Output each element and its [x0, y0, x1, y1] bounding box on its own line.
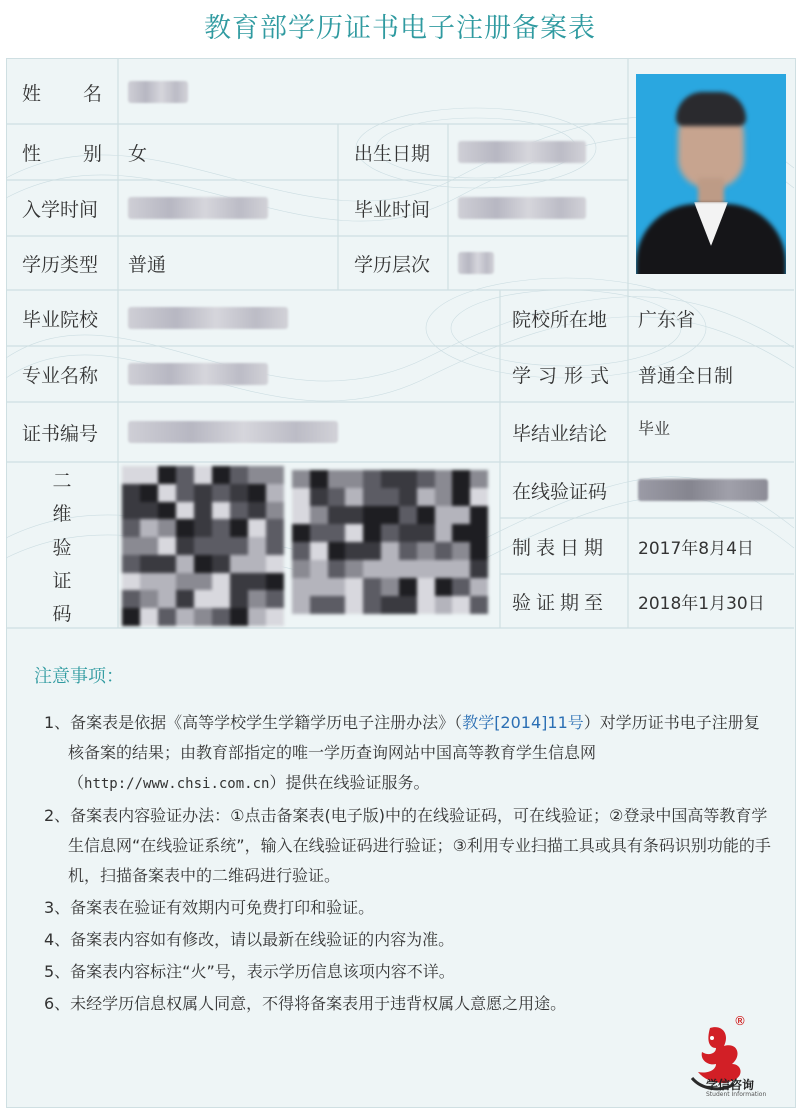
qr-pixel: [452, 560, 470, 578]
redacted-name: [128, 81, 188, 103]
qr-pixel: [158, 484, 176, 502]
qr-pixel: [417, 506, 435, 524]
qr-pixel: [248, 590, 266, 608]
label-gender-char2: 别: [82, 142, 102, 165]
qr-pixel: [345, 542, 363, 560]
qr-pixel: [158, 502, 176, 520]
qr-pixel: [230, 466, 248, 484]
label-major: 专业名称: [22, 364, 99, 387]
qr-pixel: [122, 590, 140, 608]
qr-pixel: [310, 578, 328, 596]
notice-link-regulation[interactable]: 教学[2014]11号: [462, 713, 584, 732]
label-gender-char1: 性: [22, 142, 42, 165]
qr-pixel: [158, 573, 176, 591]
qr-pixel: [363, 470, 381, 488]
label-edu-type: 学历类型: [22, 253, 99, 276]
qr-pixel: [122, 519, 140, 537]
portrait-photo: [636, 74, 786, 274]
qr-pixel: [292, 596, 310, 614]
qr-pixel: [435, 506, 453, 524]
qr-pixel: [140, 484, 158, 502]
qr-pixel: [399, 578, 417, 596]
qr-code-2[interactable]: [292, 470, 488, 614]
qr-pixel: [363, 560, 381, 578]
qr-pixel: [435, 578, 453, 596]
qr-pixel: [470, 578, 488, 596]
qr-pixel: [230, 519, 248, 537]
label-qr-char2: 维: [52, 503, 72, 526]
qr-pixel: [248, 537, 266, 555]
qr-pixel: [399, 506, 417, 524]
qr-pixel: [345, 506, 363, 524]
page-title: 教育部学历证书电子注册备案表: [204, 13, 596, 44]
qr-pixel: [470, 524, 488, 542]
qr-pixel: [435, 560, 453, 578]
label-edu-level: 学历层次: [354, 253, 431, 276]
label-qr: [6, 466, 118, 626]
redacted-major: [128, 363, 268, 385]
qr-pixel: [230, 555, 248, 573]
qr-pixel: [212, 555, 230, 573]
value-study-form: 普通全日制: [638, 364, 734, 387]
xuexin-logo: [672, 1014, 780, 1100]
value-enroll: [118, 180, 338, 236]
qr-pixel: [345, 524, 363, 542]
qr-pixel: [435, 596, 453, 614]
qr-pixel: [452, 542, 470, 560]
qr-pixel: [381, 470, 399, 488]
logo-name: 学信咨询: [706, 1078, 755, 1092]
label-enroll: 入学时间: [22, 198, 99, 221]
qr-pixel: [230, 484, 248, 502]
qr-pixel: [417, 524, 435, 542]
qr-pixel: [248, 573, 266, 591]
qr-pixel: [230, 573, 248, 591]
qr-pixel: [140, 608, 158, 626]
qr-pixel: [292, 524, 310, 542]
qr-pixel: [417, 560, 435, 578]
qr-pixel: [158, 519, 176, 537]
notice-item-5: 5、备案表内容标注“火”号，表示学历信息该项内容不详。: [44, 962, 455, 981]
value-name: [118, 60, 628, 124]
qr-pixel: [292, 578, 310, 596]
label-cert-no: 证书编号: [22, 422, 99, 445]
qr-pixel: [435, 542, 453, 560]
qr-pixel: [248, 519, 266, 537]
qr-pixel: [176, 484, 194, 502]
qr-pixel: [435, 470, 453, 488]
qr-pixel: [381, 596, 399, 614]
qr-pixel: [452, 596, 470, 614]
qr-pixel: [140, 466, 158, 484]
qr-pixel: [230, 590, 248, 608]
qr-pixel: [176, 608, 194, 626]
qr-pixel: [363, 596, 381, 614]
notice-item-1-text: 1、备案表是依据《高等学校学生学籍学历电子注册办法》（: [44, 713, 463, 732]
qr-pixel: [266, 555, 284, 573]
qr-pixel: [122, 484, 140, 502]
qr-pixel: [399, 542, 417, 560]
qr-pixel: [399, 524, 417, 542]
redacted-school: [128, 307, 288, 329]
qr-pixel: [470, 488, 488, 506]
qr-pixel: [345, 596, 363, 614]
value-major: [118, 346, 500, 402]
qr-pixel: [176, 466, 194, 484]
qr-pixel: [292, 470, 310, 488]
qr-pixel: [310, 596, 328, 614]
qr-pixel: [328, 578, 346, 596]
qr-pixel: [194, 573, 212, 591]
label-conclusion: 毕结业结论: [512, 422, 608, 445]
qr-pixel: [194, 537, 212, 555]
qr-pixel: [266, 502, 284, 520]
notice-item-1-mid: ）对学历证书电子注册复核备案的结果；由教育部指定的唯一学历查询网站中国高等教育学生信息网（: [68, 713, 760, 792]
qr-pixel: [122, 537, 140, 555]
qr-pixel: [381, 560, 399, 578]
value-gender: 女: [128, 142, 148, 165]
notice-item-6: 6、未经学历信息权属人同意，不得将备案表用于违背权属人意愿之用途。: [44, 994, 567, 1013]
redacted-dob: [458, 141, 586, 163]
value-conclusion: 毕业: [638, 419, 671, 438]
qr-pixel: [266, 573, 284, 591]
qr-pixel: [363, 506, 381, 524]
label-gender: [6, 124, 118, 180]
qr-pixel: [452, 578, 470, 596]
qr-pixel: [381, 488, 399, 506]
qr-pixel: [381, 578, 399, 596]
qr-pixel: [122, 555, 140, 573]
qr-pixel: [212, 608, 230, 626]
qr-pixel: [176, 573, 194, 591]
label-location: 院校所在地: [512, 308, 608, 331]
qr-pixel: [230, 537, 248, 555]
value-edu-type: 普通: [128, 253, 167, 276]
qr-pixel: [176, 502, 194, 520]
qr-pixel: [248, 608, 266, 626]
registered-mark: ®: [734, 1014, 746, 1028]
notice-item-4: 4、备案表内容如有修改，请以最新在线验证的内容为准。: [44, 930, 455, 949]
qr-pixel: [310, 560, 328, 578]
qr-pixel: [266, 519, 284, 537]
notice-link-chsi[interactable]: http://www.chsi.com.cn: [84, 776, 270, 792]
qr-pixel: [194, 484, 212, 502]
qr-pixel: [140, 573, 158, 591]
qr-pixel: [292, 560, 310, 578]
value-made-date: 2017年8月4日: [638, 538, 754, 559]
qr-pixel: [248, 466, 266, 484]
qr-pixel: [417, 470, 435, 488]
value-cert-no: [118, 402, 500, 462]
qr-pixel: [310, 524, 328, 542]
label-school: 毕业院校: [22, 308, 99, 331]
qr-pixel: [248, 502, 266, 520]
qr-pixel: [470, 596, 488, 614]
qr-pixel: [417, 596, 435, 614]
qr-pixel: [212, 590, 230, 608]
qr-pixel: [435, 524, 453, 542]
qr-pixel: [248, 484, 266, 502]
qr-pixel: [176, 537, 194, 555]
notice-item-1: [44, 708, 774, 799]
qr-pixel: [292, 542, 310, 560]
qr-pixel: [417, 578, 435, 596]
label-qr-char4: 证: [52, 569, 72, 592]
logo-subtitle: Student Information: [706, 1091, 767, 1098]
qr-pixel: [292, 488, 310, 506]
qr-pixel: [158, 608, 176, 626]
value-graduate: [448, 180, 628, 236]
qr-pixel: [158, 537, 176, 555]
qr-pixel: [345, 578, 363, 596]
label-valid-until: 验证期至: [512, 591, 609, 614]
qr-pixel: [122, 608, 140, 626]
qr-pixel: [140, 537, 158, 555]
label-made-date: 制表日期: [512, 536, 609, 559]
qr-pixel: [399, 596, 417, 614]
value-school: [118, 290, 500, 346]
label-verify-code: 在线验证码: [512, 480, 608, 503]
qr-pixel: [452, 470, 470, 488]
value-location: 广东省: [638, 308, 696, 331]
notice-title: 注意事项：: [34, 666, 124, 687]
qr-pixel: [470, 560, 488, 578]
qr-pixel: [176, 590, 194, 608]
label-qr-char3: 验: [52, 536, 72, 559]
qr-pixel: [122, 502, 140, 520]
qr-pixel: [212, 537, 230, 555]
label-qr-char5: 码: [52, 603, 72, 625]
qr-pixel: [417, 542, 435, 560]
notice-item-1-end: ）提供在线验证服务。: [269, 773, 430, 792]
redacted-enroll: [128, 197, 268, 219]
qr-pixel: [140, 502, 158, 520]
redacted-cert-no: [128, 421, 338, 443]
qr-pixel: [381, 542, 399, 560]
qr-pixel: [212, 484, 230, 502]
label-name: [6, 60, 118, 124]
qr-pixel: [310, 488, 328, 506]
label-name-char1: 姓: [22, 82, 42, 105]
qr-pixel: [194, 555, 212, 573]
notice-item-2: 2、备案表内容验证办法：①点击备案表(电子版)中的在线验证码，可在线验证；②登录中国高等教育学生信息网“在线验证系统”，输入在线验证码进行验证；③利用专业扫描工具或具有条码识别功能的手机，扫描备案表中的二维码进行验证。: [44, 806, 771, 885]
qr-pixel: [328, 470, 346, 488]
qr-pixel: [435, 488, 453, 506]
qr-pixel: [381, 524, 399, 542]
qr-pixel: [140, 519, 158, 537]
qr-pixel: [266, 590, 284, 608]
qr-pixel: [266, 484, 284, 502]
qr-pixel: [328, 488, 346, 506]
qr-pixel: [328, 506, 346, 524]
qr-pixel: [158, 555, 176, 573]
qr-pixel: [417, 488, 435, 506]
qr-pixel: [399, 470, 417, 488]
redacted-graduate: [458, 197, 586, 219]
qr-pixel: [310, 542, 328, 560]
qr-pixel: [194, 590, 212, 608]
qr-pixel: [122, 466, 140, 484]
qr-code-1[interactable]: [122, 466, 284, 626]
notice-list: [44, 708, 774, 1021]
qr-pixel: [176, 519, 194, 537]
qr-pixel: [212, 519, 230, 537]
qr-pixel: [363, 488, 381, 506]
qr-pixel: [194, 519, 212, 537]
redacted-verify-code: [638, 479, 768, 501]
qr-pixel: [470, 470, 488, 488]
qr-pixel: [176, 555, 194, 573]
qr-pixel: [470, 506, 488, 524]
qr-pixel: [140, 555, 158, 573]
qr-pixel: [266, 608, 284, 626]
value-valid-until: 2018年1月30日: [638, 593, 765, 614]
qr-pixel: [345, 560, 363, 578]
qr-pixel: [345, 488, 363, 506]
redacted-edu-level: [458, 252, 494, 274]
qr-pixel: [194, 608, 212, 626]
label-dob: 出生日期: [354, 142, 431, 165]
label-qr-char1: 二: [52, 470, 72, 492]
qr-pixel: [452, 488, 470, 506]
qr-pixel: [399, 488, 417, 506]
qr-pixel: [452, 506, 470, 524]
qr-pixel: [212, 502, 230, 520]
qr-pixel: [292, 506, 310, 524]
label-graduate: 毕业时间: [354, 198, 431, 221]
qr-pixel: [266, 537, 284, 555]
qr-pixel: [310, 506, 328, 524]
qr-pixel: [328, 524, 346, 542]
qr-pixel: [328, 542, 346, 560]
label-study-form: 学习形式: [512, 364, 617, 387]
qr-pixel: [194, 502, 212, 520]
qr-pixel: [122, 573, 140, 591]
qr-pixel: [381, 506, 399, 524]
qr-pixel: [158, 590, 176, 608]
qr-pixel: [363, 524, 381, 542]
qr-pixel: [363, 542, 381, 560]
qr-pixel: [470, 542, 488, 560]
qr-pixel: [140, 590, 158, 608]
qr-pixel: [230, 608, 248, 626]
label-name-char2: 名: [82, 82, 102, 105]
qr-pixel: [399, 560, 417, 578]
qr-pixel: [328, 560, 346, 578]
notice-item-3: 3、备案表在验证有效期内可免费打印和验证。: [44, 898, 375, 917]
qr-pixel: [452, 524, 470, 542]
qr-pixel: [310, 470, 328, 488]
qr-pixel: [212, 466, 230, 484]
qr-pixel: [363, 578, 381, 596]
value-verify-code[interactable]: [628, 462, 794, 518]
value-dob: [448, 124, 628, 180]
qr-pixel: [194, 466, 212, 484]
qr-pixel: [266, 466, 284, 484]
qr-pixel: [345, 470, 363, 488]
qr-pixel: [248, 555, 266, 573]
value-edu-level: [448, 236, 628, 290]
qr-pixel: [158, 466, 176, 484]
qr-pixel: [212, 573, 230, 591]
qr-pixel: [328, 596, 346, 614]
qr-pixel: [230, 502, 248, 520]
